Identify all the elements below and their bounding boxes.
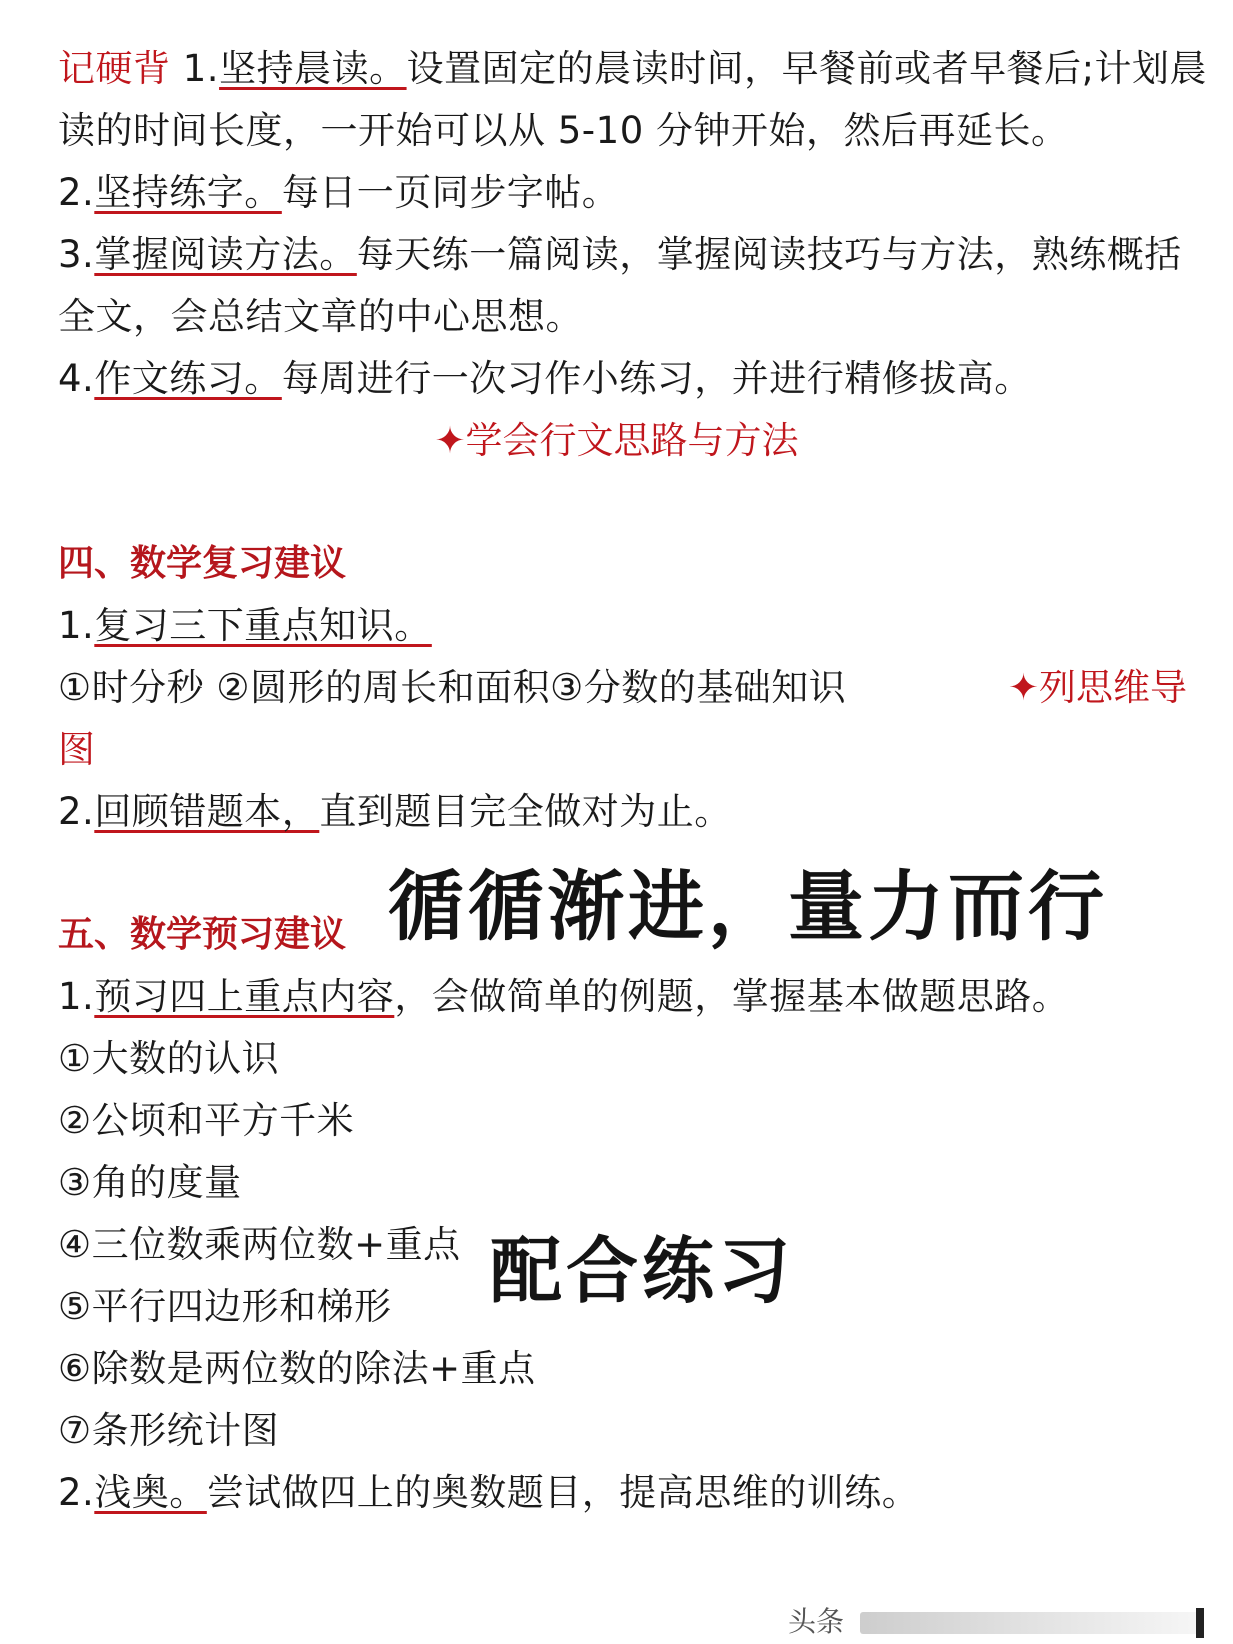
mind-map-tip: ✦列思维导 [1007, 666, 1187, 709]
math-preview-item-2 [58, 1470, 919, 1516]
item-number: 3. [58, 233, 95, 276]
preview-topic: ⑦条形统计图 [58, 1409, 280, 1452]
preview-topic: ⑥除数是两位数的除法+重点 [58, 1347, 536, 1390]
item-number: 1. [58, 604, 95, 647]
chinese-item-3-line-1 [58, 232, 1182, 278]
item-text: 尝试做四上的奥数题目，提高思维的训练。 [206, 1471, 920, 1514]
item-title-preview-key-content: 预习四上重点内容 [94, 975, 395, 1018]
chinese-item-1-line-1 [58, 46, 1207, 92]
item-text: 直到题目完全做对为止。 [319, 790, 732, 833]
prefix-text: 记硬背 [58, 47, 171, 90]
item-text: ，会做简单的例题，掌握基本做题思路。 [394, 975, 1070, 1018]
item-title-composition: 作文练习。 [94, 357, 282, 400]
item-text: 全文，会总结文章的中心思想。 [58, 295, 583, 338]
item-number: 2. [58, 1471, 95, 1514]
math-review-item-2 [58, 789, 732, 835]
item-text: 每日一页同步字帖。 [281, 171, 620, 214]
chinese-item-2 [58, 170, 619, 216]
item-title-morning-reading: 坚持晨读。 [219, 47, 407, 90]
math-preview-item-1 [58, 974, 1069, 1020]
item-title-olympiad: 浅奥。 [94, 1471, 207, 1514]
preview-topic: ②公顷和平方千米 [58, 1099, 355, 1142]
practice-overlay: 配合练习 [490, 1229, 795, 1313]
watermark-text: 头条 [788, 1605, 845, 1638]
preview-topic: ①大数的认识 [58, 1037, 280, 1080]
item-number: 4. [58, 357, 95, 400]
item-text: 读的时间长度，一开始可以从 5-10 分钟开始，然后再延长。 [58, 109, 1069, 152]
item-title-handwriting: 坚持练字。 [94, 171, 282, 214]
watermark-bar [860, 1612, 1200, 1634]
item-number: 2. [58, 171, 95, 214]
chinese-tip: ✦学会行文思路与方法 [434, 419, 799, 462]
item-text: 设置固定的晨读时间，早餐前或者早餐后;计划晨 [406, 47, 1208, 90]
item-number: 2. [58, 790, 95, 833]
item-number: 1. [58, 975, 95, 1018]
item-number: 1. [170, 47, 220, 90]
math-review-topics: ①时分秒 ②圆形的周长和面积③分数的基础知识 [58, 666, 847, 709]
slogan-overlay: 循循渐进，量力而行 [388, 862, 1108, 951]
preview-topic: ⑤平行四边形和梯形 [58, 1285, 392, 1328]
preview-topic: ③角的度量 [58, 1161, 242, 1204]
chinese-item-4 [58, 356, 1032, 402]
item-text: 每天练一篇阅读，掌握阅读技巧与方法，熟练概括 [356, 233, 1182, 276]
chinese-item-1-line-2 [58, 108, 1069, 154]
mind-map-tip-continued: 图 [58, 728, 96, 771]
item-title-reading-method: 掌握阅读方法。 [94, 233, 357, 276]
preview-topic: ④三位数乘两位数+重点 [58, 1223, 461, 1266]
watermark-bar-end [1196, 1608, 1204, 1638]
item-text: 每周进行一次习作小练习，并进行精修拔高。 [281, 357, 1032, 400]
item-title-review-key-points: 复习三下重点知识。 [94, 604, 432, 647]
item-title-error-notebook: 回顾错题本， [94, 790, 320, 833]
chinese-item-3-line-2 [58, 294, 583, 340]
section-heading-math-review: 四、数学复习建议 [58, 543, 347, 584]
math-review-item-1 [58, 603, 432, 649]
section-heading-math-preview: 五、数学预习建议 [58, 914, 347, 955]
